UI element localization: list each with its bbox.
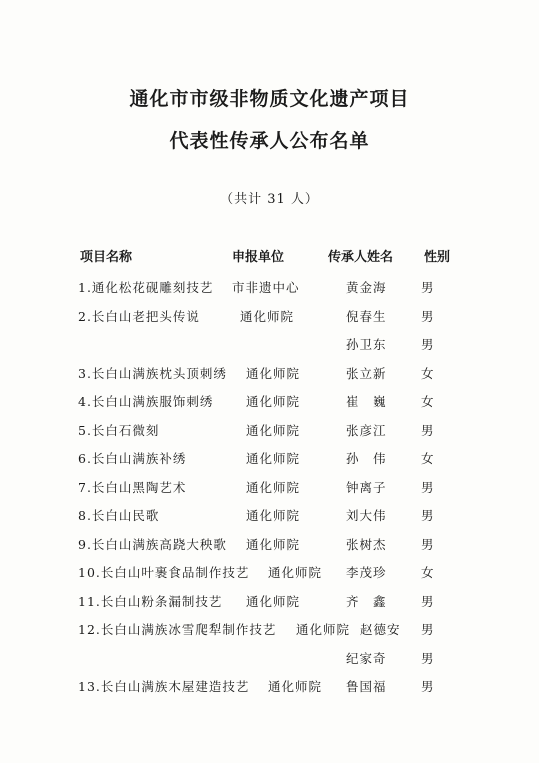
cell-unit: 通化师院 bbox=[296, 622, 351, 637]
table-body bbox=[0, 272, 539, 700]
cell-unit: 通化师院 bbox=[268, 679, 323, 694]
cell-gender: 女 bbox=[421, 394, 435, 409]
document-title-line2: 代表性传承人公布名单 bbox=[169, 130, 370, 152]
cell-person: 齐 鑫 bbox=[346, 593, 387, 609]
table-row bbox=[0, 301, 539, 330]
cell-gender: 男 bbox=[421, 337, 435, 352]
cell-project: 1.通化松花砚雕刻技艺 bbox=[78, 280, 214, 295]
cell-person: 钟离子 bbox=[346, 479, 387, 495]
cell-person: 黄金海 bbox=[346, 280, 387, 295]
cell-gender: 男 bbox=[421, 679, 435, 694]
table-row bbox=[0, 358, 539, 387]
cell-person: 张彦江 bbox=[346, 422, 387, 438]
cell-project: 8.长白山民歌 bbox=[78, 508, 160, 523]
table-row bbox=[0, 472, 539, 501]
cell-unit: 通化师院 bbox=[246, 479, 301, 495]
table-row bbox=[0, 557, 539, 586]
cell-person: 孙卫东 bbox=[346, 337, 387, 352]
cell-gender: 男 bbox=[421, 308, 435, 324]
table-row bbox=[0, 443, 539, 472]
cell-person: 张树杰 bbox=[346, 536, 387, 552]
table-header bbox=[0, 246, 539, 266]
cell-person: 鲁国福 bbox=[346, 679, 387, 694]
cell-gender: 女 bbox=[421, 565, 435, 580]
table-row bbox=[0, 386, 539, 415]
cell-unit: 通化师院 bbox=[246, 536, 301, 552]
cell-project: 9.长白山满族高跷大秧歌 bbox=[78, 536, 227, 552]
cell-gender: 男 bbox=[421, 650, 435, 666]
cell-person: 赵德安 bbox=[360, 622, 401, 637]
cell-project: 12.长白山满族冰雪爬犁制作技艺 bbox=[78, 622, 277, 637]
header-unit: 申报单位 bbox=[232, 250, 285, 265]
cell-unit: 通化师院 bbox=[240, 308, 295, 324]
cell-gender: 女 bbox=[421, 365, 435, 381]
cell-unit: 通化师院 bbox=[246, 394, 301, 409]
cell-gender: 男 bbox=[421, 593, 435, 609]
cell-unit: 通化师院 bbox=[246, 593, 301, 609]
cell-project: 6.长白山满族补绣 bbox=[78, 451, 187, 466]
cell-project: 10.长白山叶裹食品制作技艺 bbox=[78, 565, 250, 580]
cell-unit: 通化师院 bbox=[246, 508, 301, 523]
cell-person: 崔 巍 bbox=[346, 394, 387, 409]
cell-unit: 通化师院 bbox=[246, 451, 301, 466]
cell-project: 11.长白山粉条漏制技艺 bbox=[78, 593, 223, 609]
cell-gender: 男 bbox=[421, 508, 435, 523]
cell-gender: 男 bbox=[421, 479, 435, 495]
cell-project: 5.长白石微刻 bbox=[78, 422, 160, 438]
cell-project: 7.长白山黑陶艺术 bbox=[78, 479, 187, 495]
cell-person: 刘大伟 bbox=[346, 508, 387, 523]
table-row bbox=[0, 529, 539, 558]
table-row bbox=[0, 586, 539, 615]
cell-gender: 男 bbox=[421, 622, 435, 637]
table-row bbox=[0, 614, 539, 643]
cell-project: 2.长白山老把头传说 bbox=[78, 308, 200, 324]
cell-project: 4.长白山满族服饰刺绣 bbox=[78, 394, 214, 409]
cell-person: 张立新 bbox=[346, 365, 387, 381]
cell-project: 13.长白山满族木屋建造技艺 bbox=[78, 679, 250, 694]
cell-person: 李茂珍 bbox=[346, 565, 387, 580]
cell-unit: 通化师院 bbox=[246, 365, 301, 381]
cell-gender: 男 bbox=[421, 280, 435, 295]
header-gender: 性别 bbox=[424, 250, 451, 265]
cell-gender: 女 bbox=[421, 451, 435, 466]
table-row bbox=[0, 500, 539, 529]
cell-gender: 男 bbox=[421, 422, 435, 438]
header-project: 项目名称 bbox=[80, 250, 133, 265]
cell-person: 孙 伟 bbox=[346, 451, 387, 466]
table-row bbox=[0, 415, 539, 444]
cell-gender: 男 bbox=[421, 536, 435, 552]
table-row bbox=[0, 272, 539, 301]
total-count: （共计 31 人） bbox=[220, 192, 319, 207]
cell-unit: 通化师院 bbox=[268, 565, 323, 580]
header-person: 传承人姓名 bbox=[328, 250, 394, 265]
table-row bbox=[0, 329, 539, 358]
document-title-line1: 通化市市级非物质文化遗产项目 bbox=[129, 88, 410, 110]
cell-person: 倪春生 bbox=[346, 308, 387, 324]
cell-project: 3.长白山满族枕头顶刺绣 bbox=[78, 365, 227, 381]
cell-person: 纪家奇 bbox=[346, 650, 387, 666]
cell-unit: 市非遗中心 bbox=[232, 280, 300, 295]
table-row bbox=[0, 671, 539, 700]
table-row bbox=[0, 643, 539, 672]
cell-unit: 通化师院 bbox=[246, 422, 301, 438]
